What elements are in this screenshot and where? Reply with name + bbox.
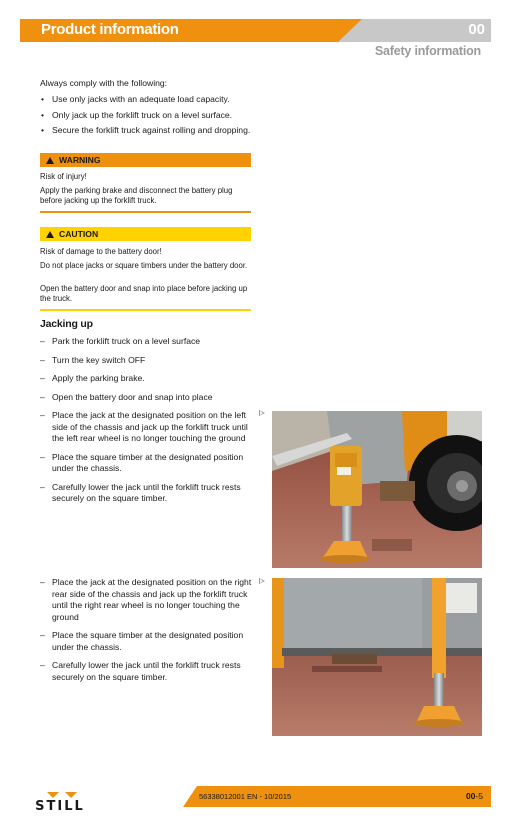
still-logo xyxy=(17,792,103,817)
page-title: Product information xyxy=(41,21,179,38)
caution-text-2: Do not place jacks or square timbers under the battery door. xyxy=(40,261,248,270)
page-number xyxy=(466,791,483,801)
page-num: 5 xyxy=(478,791,483,801)
list-item: – Open the battery door and snap into place xyxy=(40,392,255,404)
figure-pointer-icon xyxy=(259,410,265,416)
steps-list-right xyxy=(40,577,255,690)
intro-text: Always comply with the following: xyxy=(40,78,168,88)
list-item: – Place the jack at the designated position on the left side of the chassis and jack up the forklift truck until the left rear wheel is no longer touching the ground xyxy=(40,410,255,445)
list-item: – Place the square timber at the designated position under the chassis. xyxy=(40,630,255,653)
warning-header xyxy=(40,153,251,167)
warning-rule xyxy=(40,211,251,213)
still-logo-mark xyxy=(47,792,77,798)
list-item: • Only jack up the forklift truck on a level surface. xyxy=(40,110,255,122)
warning-text-1: Risk of injury! xyxy=(40,172,87,181)
list-item: • Secure the forklift truck against rolling and dropping. xyxy=(40,125,255,137)
caution-triangle-icon xyxy=(46,231,54,238)
chapter-number: 00 xyxy=(468,21,485,38)
list-item: – Carefully lower the jack until the forklift truck rests securely on the square timber. xyxy=(40,660,255,683)
list-item: – Apply the parking brake. xyxy=(40,373,255,385)
list-item: – Carefully lower the jack until the forklift truck rests securely on the square timber. xyxy=(40,482,255,505)
warning-triangle-icon xyxy=(46,157,54,164)
warning-label: WARNING xyxy=(59,155,101,165)
jack-right-photo xyxy=(272,578,482,736)
caution-label: CAUTION xyxy=(59,229,99,239)
section-title: Safety information xyxy=(374,44,481,58)
list-item: – Park the forklift truck on a level surface xyxy=(40,336,255,348)
steps-list-left xyxy=(40,336,255,512)
svg-text:STILL: STILL xyxy=(35,799,85,812)
caution-text-3: Open the battery door and snap into place before jacking up the truck. xyxy=(40,284,248,303)
section-heading: Jacking up xyxy=(40,318,93,330)
list-item: – Turn the key switch OFF xyxy=(40,355,255,367)
page-chapter: 00 xyxy=(465,791,476,801)
caution-text-1: Risk of damage to the battery door! xyxy=(40,247,162,256)
figure-pointer-icon xyxy=(259,578,265,584)
document-code: 56338012001 EN - 10/2015 xyxy=(199,792,292,801)
jack-left-photo xyxy=(272,411,482,568)
list-item: – Place the square timber at the designated position under the chassis. xyxy=(40,452,255,475)
caution-header xyxy=(40,227,251,241)
warning-text-2: Apply the parking brake and disconnect the battery plug before jacking up the forklift truck. xyxy=(40,186,233,205)
bullet-list xyxy=(40,94,255,141)
caution-rule xyxy=(40,309,251,311)
list-item: • Use only jacks with an adequate load capacity. xyxy=(40,94,255,106)
list-item: – Place the jack at the designated position on the right rear side of the chassis and jack up the forklift truck until the right rear wheel is no longer touching the ground xyxy=(40,577,255,623)
page-separator: - xyxy=(475,791,479,801)
